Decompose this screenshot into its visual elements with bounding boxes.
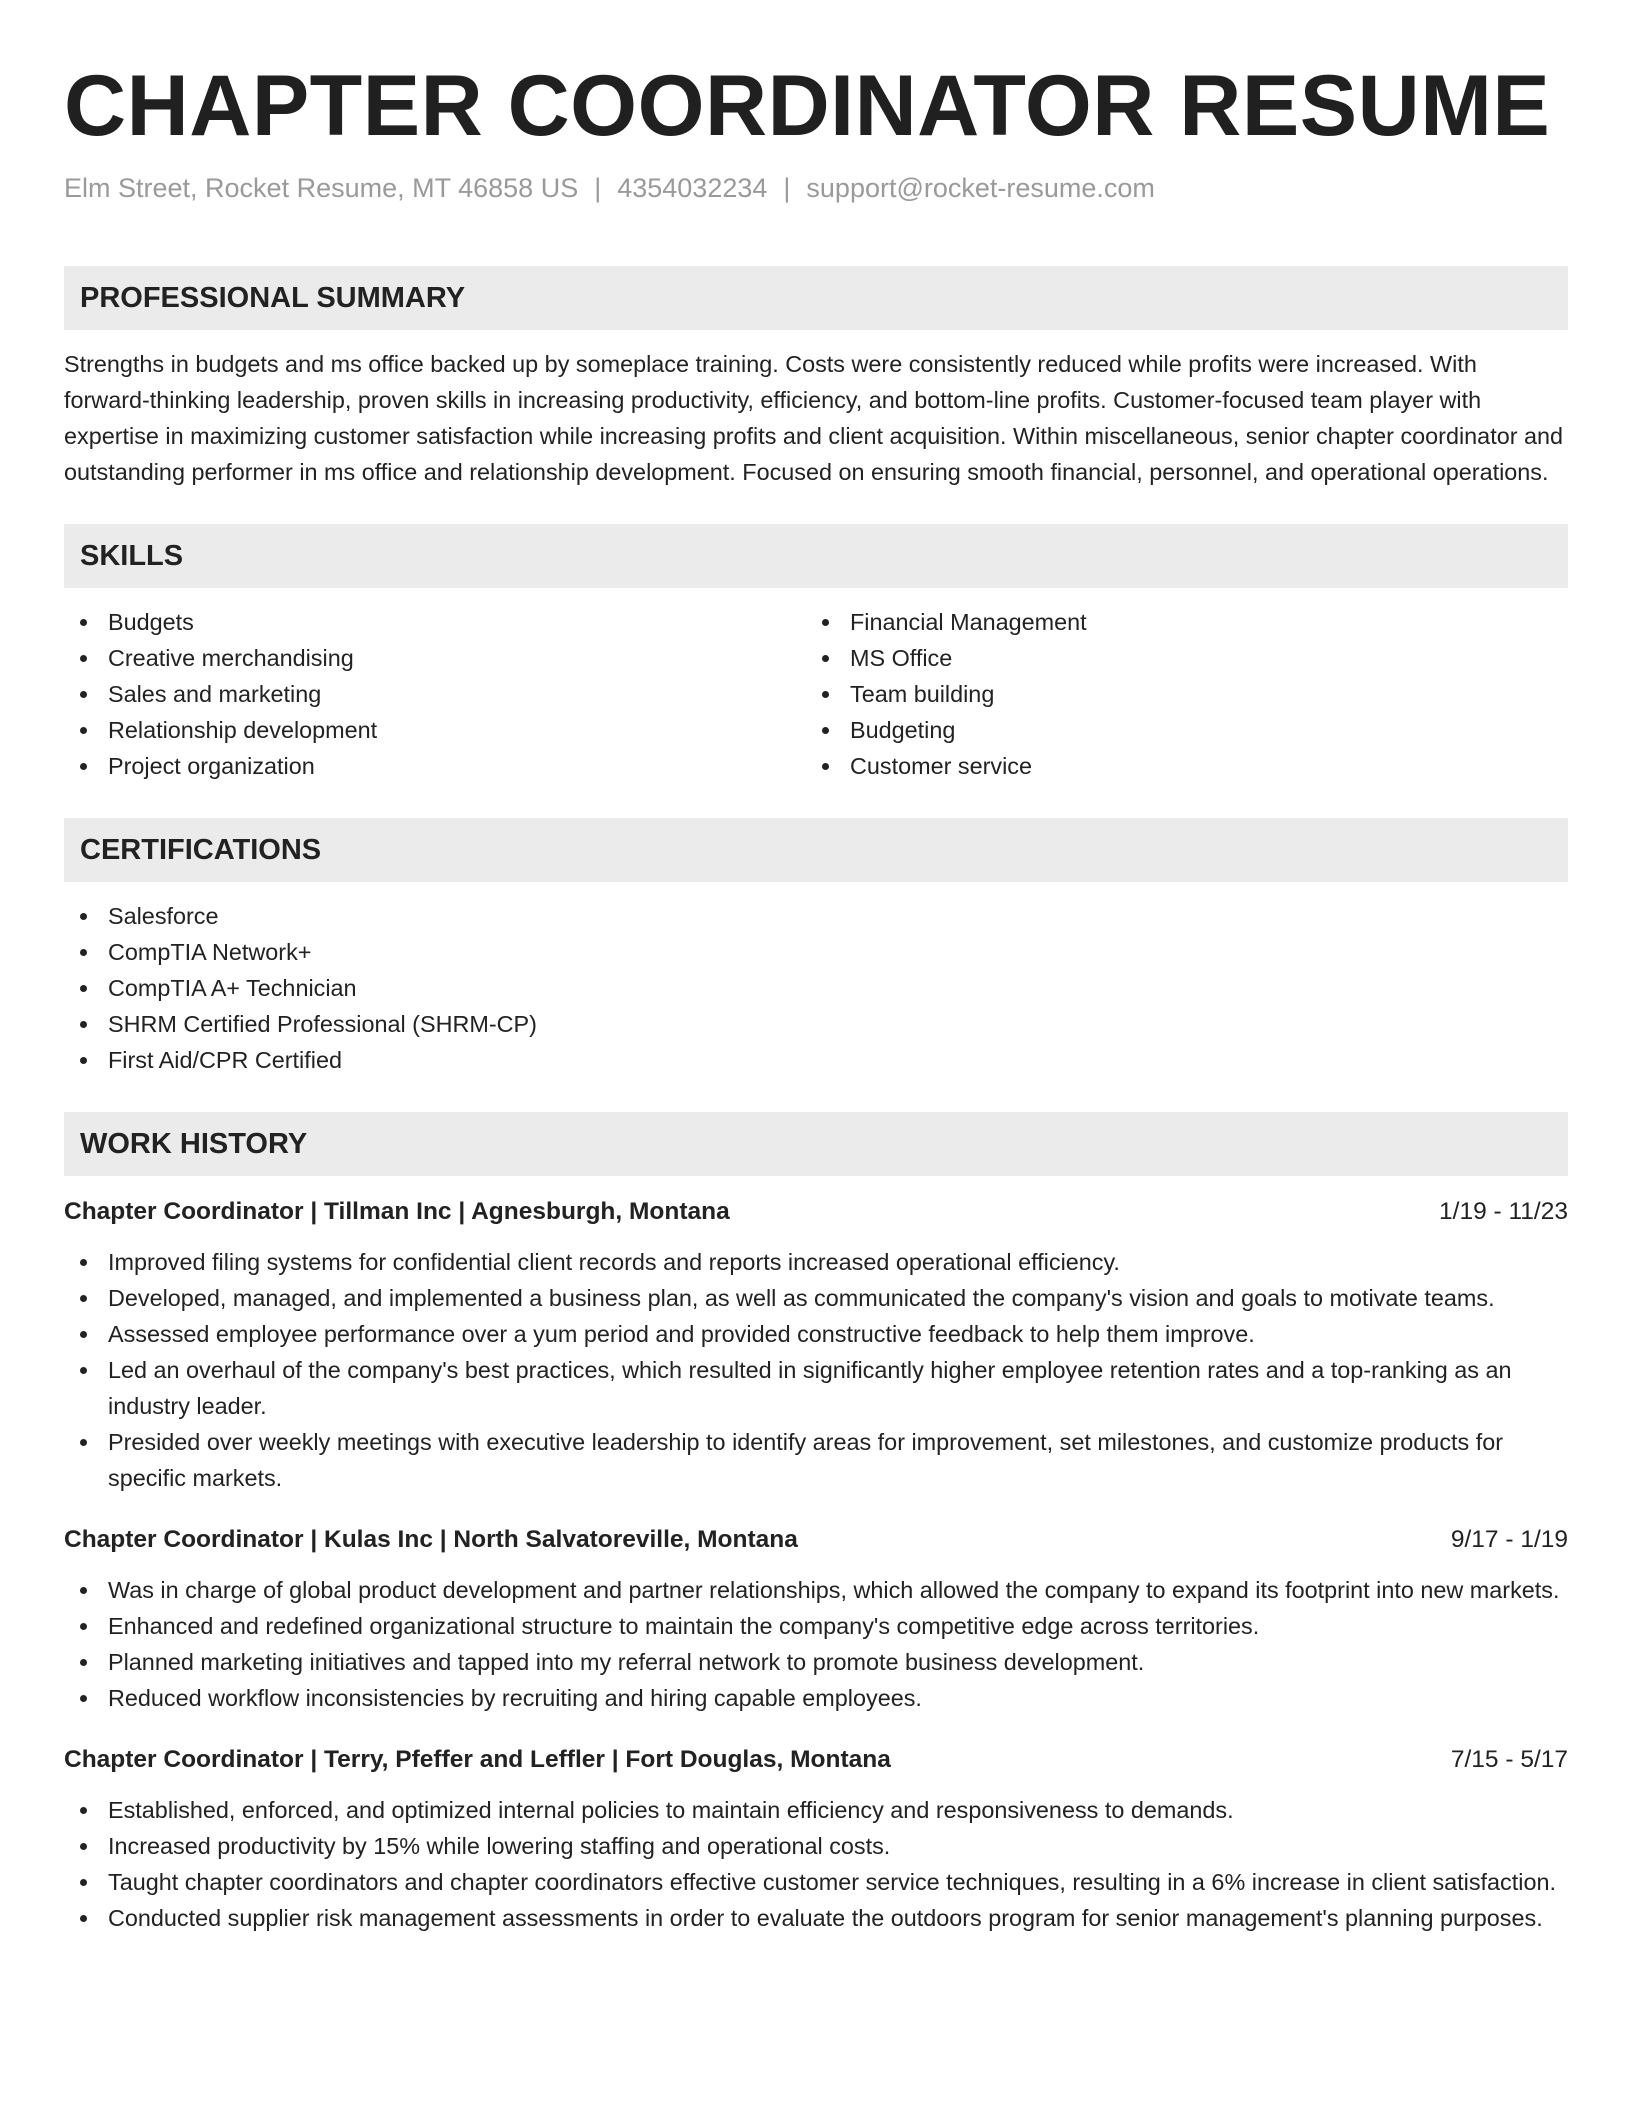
job-dates: 9/17 - 1/19: [1450, 1526, 1568, 1553]
job-duties-list: [64, 1572, 1568, 1716]
job-dates: 7/15 - 5/17: [1450, 1746, 1568, 1773]
contact-phone: 4354032234: [617, 173, 768, 203]
resume-title: CHAPTER COORDINATOR RESUME: [64, 58, 1551, 154]
job-duty: Taught chapter coordinators and chapter coordinators effective customer service techniques, resulting in a 6% increase in client satisfaction.: [64, 1864, 1568, 1900]
contact-separator: |: [594, 173, 602, 203]
job-dates: 1/19 - 11/23: [1439, 1198, 1568, 1225]
job-duties-list: [64, 1792, 1568, 1936]
skill-item: Sales and marketing: [64, 676, 806, 712]
job-header: [64, 1522, 1568, 1558]
job-entry: [64, 1522, 1568, 1716]
job-duty: Assessed employee performance over a yum period and provided constructive feedback to help them improve.: [64, 1316, 1568, 1352]
contact-address: Elm Street, Rocket Resume, MT 46858 US: [64, 173, 579, 203]
work-history-heading: WORK HISTORY: [64, 1112, 1568, 1176]
certification-item: CompTIA A+ Technician: [64, 970, 1568, 1006]
job-duty: Was in charge of global product development and partner relationships, which allowed the company to expand its footprint into new markets.: [64, 1572, 1568, 1608]
job-duties-list: [64, 1244, 1568, 1496]
skills-column-right: [806, 604, 1548, 784]
skills-heading: SKILLS: [64, 524, 1568, 588]
job-duty: Conducted supplier risk management assessments in order to evaluate the outdoors program for senior management's planning purposes.: [64, 1900, 1568, 1936]
job-entry: [64, 1742, 1568, 1936]
skill-item: Budgeting: [806, 712, 1548, 748]
certification-item: First Aid/CPR Certified: [64, 1042, 1568, 1078]
summary-heading: PROFESSIONAL SUMMARY: [64, 266, 1568, 330]
contact-separator: |: [783, 173, 791, 203]
job-duty: Increased productivity by 15% while lowering staffing and operational costs.: [64, 1828, 1568, 1864]
job-duty: Developed, managed, and implemented a business plan, as well as communicated the company's vision and goals to motivate teams.: [64, 1280, 1568, 1316]
certifications-heading: CERTIFICATIONS: [64, 818, 1568, 882]
job-duty: Improved filing systems for confidential client records and reports increased operational efficiency.: [64, 1244, 1568, 1280]
certification-item: CompTIA Network+: [64, 934, 1568, 970]
skills-column-left: [64, 604, 806, 784]
certifications-list: [64, 898, 1568, 1078]
certification-item: Salesforce: [64, 898, 1568, 934]
job-duty: Enhanced and redefined organizational structure to maintain the company's competitive edge across territories.: [64, 1608, 1568, 1644]
contact-email: support@rocket-resume.com: [806, 173, 1155, 203]
job-entry: [64, 1194, 1568, 1496]
job-duty: Presided over weekly meetings with executive leadership to identify areas for improvement, set milestones, and customize products for specific markets.: [64, 1424, 1568, 1496]
skill-item: MS Office: [806, 640, 1548, 676]
job-duty: Led an overhaul of the company's best practices, which resulted in significantly higher employee retention rates and a top-ranking as an industry leader.: [64, 1352, 1568, 1424]
skill-item: Financial Management: [806, 604, 1548, 640]
job-duty: Established, enforced, and optimized internal policies to maintain efficiency and responsiveness to demands.: [64, 1792, 1568, 1828]
skill-item: Creative merchandising: [64, 640, 806, 676]
job-header: [64, 1194, 1568, 1230]
skill-item: Budgets: [64, 604, 806, 640]
skill-item: Customer service: [806, 748, 1548, 784]
resume-page: [64, 50, 1568, 1936]
certification-item: SHRM Certified Professional (SHRM-CP): [64, 1006, 1568, 1042]
skills-list: [64, 604, 1568, 784]
contact-line: [64, 170, 1568, 206]
job-duty: Reduced workflow inconsistencies by recruiting and hiring capable employees.: [64, 1680, 1568, 1716]
summary-text: Strengths in budgets and ms office backed up by someplace training. Costs were consistently reduced while profits were increased. With forward-thinking leadership, proven skills in increasing productivity, efficiency, and bottom-line profits. Customer-focused team player with expertise in maximizing customer satisfaction while increasing profits and client acquisition. Within miscellaneous, senior chapter coordinator and outstanding performer in ms office and relationship development. Focused on ensuring smooth financial, personnel, and operational operations.: [64, 351, 1564, 485]
job-title: Chapter Coordinator | Tillman Inc | Agnesburgh, Montana: [64, 1198, 730, 1225]
job-title: Chapter Coordinator | Terry, Pfeffer and Leffler | Fort Douglas, Montana: [64, 1746, 891, 1773]
skill-item: Project organization: [64, 748, 806, 784]
job-header: [64, 1742, 1568, 1778]
skill-item: Relationship development: [64, 712, 806, 748]
job-title: Chapter Coordinator | Kulas Inc | North Salvatoreville, Montana: [64, 1526, 798, 1553]
skill-item: Team building: [806, 676, 1548, 712]
job-duty: Planned marketing initiatives and tapped into my referral network to promote business development.: [64, 1644, 1568, 1680]
